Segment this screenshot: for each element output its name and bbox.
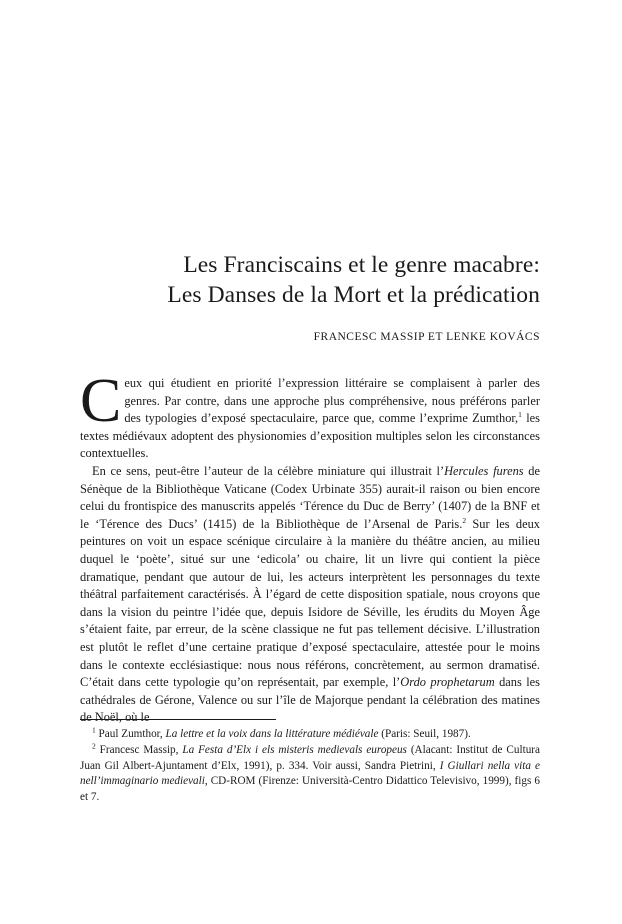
- footnote-2-text-3: , CD-ROM (Firenze: Università-Centro Didattico Televisivo, 1999), figs 6 et 7.: [80, 775, 540, 803]
- footnote-1: [80, 727, 540, 742]
- paragraph-2-text-3: Sur les deux peintures on voit un espace scénique circulaire à la manière du théâtre ancien, au milieu duquel le ‘poète’, situé sur une ‘edicola’ ou chaire, lit un livre qui contient la pièce dramatique, pendant que autour de lui, les acteurs interprètent les personnages du texte théâtral parfaitement caractérisés. À l’égard de cette disposition spatiale, nous croyons que dans la vision du peintre l’idée que, depuis Isidore de Séville, les érudits du Moyen Âge s’étaient faite, par erreur, de la scène classique ne fut pas tellement décisive. L’illustration est plutôt le reflet d’une certaine pratique d’exposé spectaculaire, attestée pour le moins dans le contexte ecclésiastique: nous nous référons, concrètement, au sermon dramatisé. C’était dans cette typologie qu’on représentait, par exemple, l’: [80, 516, 540, 690]
- paragraph-1: [80, 367, 540, 463]
- footnotes: [80, 727, 540, 805]
- work-title-hercules-furens: Hercules furens: [444, 463, 524, 478]
- footnote-2-text-2: (Alacant: Institut de Cultura Juan Gil Albert-Ajuntament d’Elx, 1991), p. 334. Voir aussi, Sandra Pietrini,: [80, 744, 540, 772]
- chapter-title: [167, 250, 540, 310]
- paragraph-1-text-b: les textes médiévaux adoptent des physionomies d’exposition multiples selon les circonstances contextuelles.: [80, 411, 540, 461]
- footnote-1-text-2: (Paris: Seuil, 1987).: [378, 728, 471, 740]
- chapter-title-line-2: Les Danses de la Mort et la prédication: [167, 282, 540, 308]
- paragraph-2: [80, 463, 540, 727]
- footnote-2-number: 2: [92, 741, 96, 751]
- footnote-1-text-1: Paul Zumthor,: [95, 728, 166, 740]
- footnote-separator: [80, 719, 276, 720]
- work-title-ordo-prophetarum: Ordo prophetarum: [400, 675, 495, 690]
- paragraph-2-text-1: En ce sens, peut-être l’auteur de la célèbre miniature qui illustrait l’: [92, 463, 445, 478]
- paragraph-2-text-2: de Sénèque de la Bibliothèque Vaticane (Codex Urbinate 355) aurait-il raison ou bien encore celui du frontispice des manuscrits appelés ‘Térence du Duc de Berry’ (1407) de la BNF et le ‘Térence des Ducs’ (1415) de la Bibliothèque de l’Arsenal de Paris.: [80, 463, 540, 531]
- footnote-2: [80, 743, 540, 805]
- footnote-2-title-2: I Giullari nella vita e nell’immaginario medievali: [80, 759, 540, 788]
- paragraph-2-text-4: dans les cathédrales de Gérone, Valence ou sur l’île de Majorque pendant la célébration des matines de Noël, où le: [80, 675, 541, 725]
- drop-cap: C: [80, 367, 122, 435]
- chapter-authors: FRANCESC MASSIP ET LENKE KOVÁCS: [313, 331, 540, 343]
- footnote-1-title: La lettre et la voix dans la littérature médiévale: [165, 728, 379, 740]
- footnote-2-text-1: Francesc Massip,: [95, 744, 183, 757]
- paragraph-1-text-a: eux qui étudient en priorité l’expression littéraire se complaisent à parler des genres. Par contre, dans une approche plus compréhensive, nous préférons parler des typologies d’exposé spectaculaire, parce que, comme l’exprime Zumthor,: [124, 376, 540, 426]
- footnote-ref-2[interactable]: 2: [462, 515, 467, 525]
- body-text: [80, 367, 541, 727]
- footnote-1-number: 1: [92, 725, 96, 735]
- footnote-2-title-1: La Festa d’Elx i els misteris medievals europeus: [182, 744, 407, 757]
- footnote-ref-1[interactable]: 1: [518, 410, 522, 420]
- chapter-title-line-1: Les Franciscains et le genre macabre:: [183, 252, 540, 278]
